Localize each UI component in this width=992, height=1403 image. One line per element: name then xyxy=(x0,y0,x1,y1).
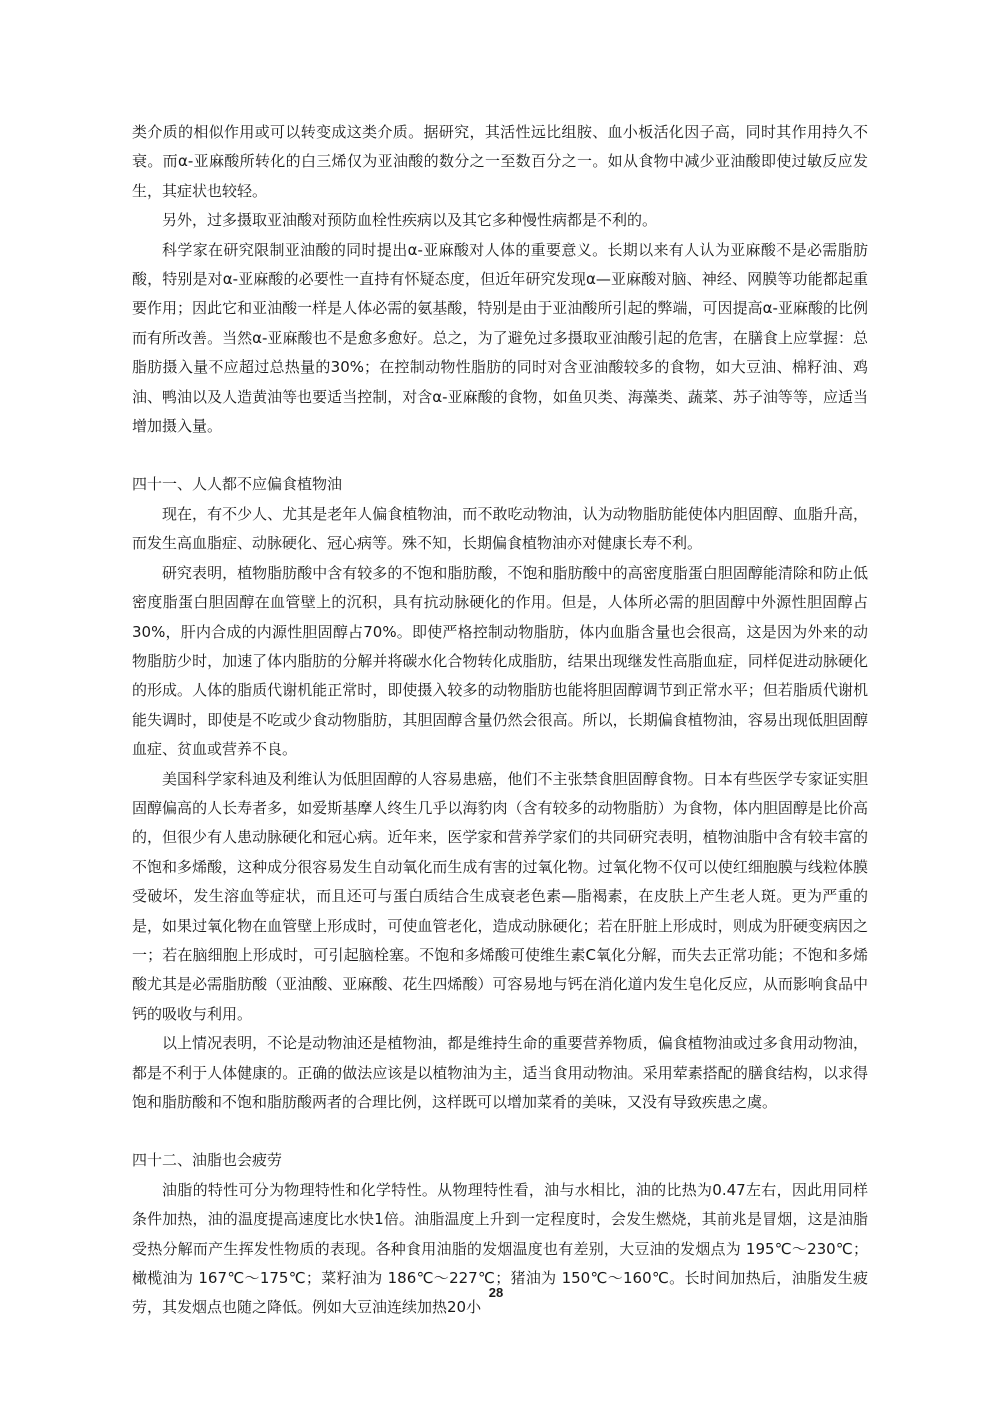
section-heading-41: 四十一、人人都不应偏食植物油 xyxy=(132,475,343,494)
paragraph: 另外，过多摄取亚油酸对预防血栓性疾病以及其它多种慢性病都是不利的。 xyxy=(162,211,658,230)
paragraph: 油脂的特性可分为物理特性和化学特性。从物理特性看，油与水相比，油的比热为0.47左右，因此用同样条件加热，油的温度提高速度比水快1倍。油脂温度上升到一定程度时，会发生燃烧，其前兆是冒烟，这是油脂受热分解而产生挥发性物质的表现。各种食用油脂的发烟温度也有差别，大豆油的发烟点为 195℃～230℃；橄榄油为 167℃～175℃；菜籽油为 186℃～227℃；猪油为 150℃～160℃。长时间加热后，油脂发生疲劳，其发烟点也随之降低。例如大豆油连续加热20小 xyxy=(132,1180,868,1317)
paragraph: 美国科学家科迪及利维认为低胆固醇的人容易患癌，他们不主张禁食胆固醇食物。日本有些医学专家证实胆固醇偏高的人长寿者多，如爱斯基摩人终生几乎以海豹肉（含有较多的动物脂肪）为食物，体内胆固醇是比价高的，但很少有人患动脉硬化和冠心病。近年来，医学家和营养学家们的共同研究表明，植物油脂中含有较丰富的不饱和多烯酸，这种成分很容易发生自动氧化而生成有害的过氧化物。过氧化物不仅可以使红细胞膜与线粒体膜受破坏，发生溶血等症状，而且还可与蛋白质结合生成衰老色素—脂褐素，在皮肤上产生老人斑。更为严重的是，如果过氧化物在血管壁上形成时，可使血管老化，造成动脉硬化；若在肝脏上形成时，则成为肝硬变病因之一；若在脑细胞上形成时，可引起脑栓塞。不饱和多烯酸可使维生素C氧化分解，而失去正常功能；不饱和多烯酸尤其是必需脂肪酸（亚油酸、亚麻酸、花生四烯酸）可容易地与钙在消化道内发生皂化反应，从而影响食品中钙的吸收与利用。 xyxy=(132,769,868,1023)
paragraph: 科学家在研究限制亚油酸的同时提出α-亚麻酸对人体的重要意义。长期以来有人认为亚麻酸不是必需脂肪酸，特别是对α-亚麻酸的必要性一直持有怀疑态度，但近年研究发现α—亚麻酸对脑、神经、网膜等功能都起重要作用；因此它和亚油酸一样是人体必需的氨基酸，特别是由于亚油酸所引起的弊端，可因提高α-亚麻酸的比例而有所改善。当然α-亚麻酸也不是愈多愈好。总之，为了避免过多摄取亚油酸引起的危害，在膳食上应掌握：总脂肪摄入量不应超过总热量的30%；在控制动物性脂肪的同时对含亚油酸较多的食物，如大豆油、棉籽油、鸡油、鸭油以及人造黄油等也要适当控制，对含α-亚麻酸的食物，如鱼贝类、海藻类、蔬菜、苏子油等等，应适当增加摄入量。 xyxy=(132,240,868,436)
page-number: 28 xyxy=(488,1285,504,1300)
page-body xyxy=(132,118,868,1323)
paragraph: 现在，有不少人、尤其是老年人偏食植物油，而不敢吃动物油，认为动物脂肪能使体内胆固醇、血脂升高，而发生高血脂症、动脉硬化、冠心病等。殊不知，长期偏食植物油亦对健康长寿不利。 xyxy=(132,504,868,553)
paragraph: 以上情况表明，不论是动物油还是植物油，都是维持生命的重要营养物质，偏食植物油或过多食用动物油，都是不利于人体健康的。正确的做法应该是以植物油为主，适当食用动物油。采用荤素搭配的膳食结构，以求得饱和脂肪酸和不饱和脂肪酸两者的合理比例，这样既可以增加菜肴的美味，又没有导致疾患之虞。 xyxy=(132,1034,868,1111)
section-heading-42: 四十二、油脂也会疲劳 xyxy=(132,1151,283,1170)
paragraph: 研究表明，植物脂肪酸中含有较多的不饱和脂肪酸，不饱和脂肪酸中的高密度脂蛋白胆固醇能清除和防止低密度脂蛋白胆固醇在血管壁上的沉积，具有抗动脉硬化的作用。但是，人体所必需的胆固醇中外源性胆固醇占30%，肝内合成的内源性胆固醇占70%。即使严格控制动物脂肪，体内血脂含量也会很高，这是因为外来的动物脂肪少时，加速了体内脂肪的分解并将碳水化合物转化成脂肪，结果出现继发性高脂血症，同样促进动脉硬化的形成。人体的脂质代谢机能正常时，即使摄入较多的动物脂肪也能将胆固醇调节到正常水平；但若脂质代谢机能失调时，即使是不吃或少食动物脂肪，其胆固醇含量仍然会很高。所以，长期偏食植物油，容易出现低胆固醇血症、贫血或营养不良。 xyxy=(132,563,868,759)
paragraph-continuation: 类介质的相似作用或可以转变成这类介质。据研究，其活性远比组胺、血小板活化因子高，同时其作用持久不衰。而α-亚麻酸所转化的白三烯仅为亚油酸的数分之一至数百分之一。如从食物中减少亚油酸即使过敏反应发生，其症状也较轻。 xyxy=(132,123,868,200)
